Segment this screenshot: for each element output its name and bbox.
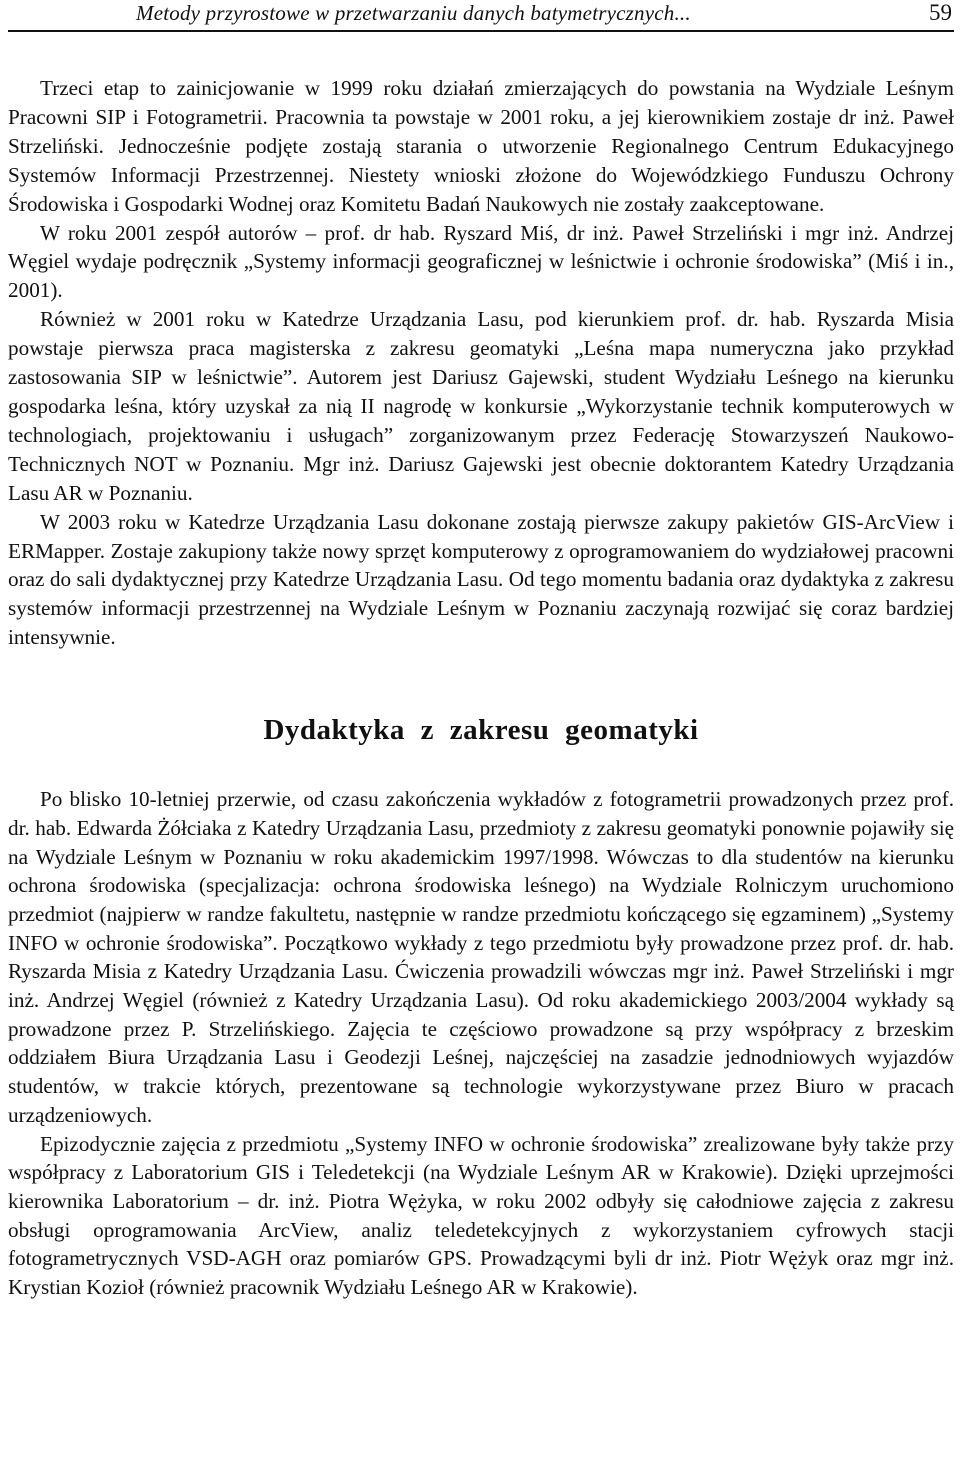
section-heading: Dydaktyka z zakresu geomatyki	[263, 714, 699, 747]
paragraph: W 2003 roku w Katedrze Urządzania Lasu dokonane zostają pierwsze zakupy pakietów GIS-ArcView i ERMapper. Zostaje zakupiony także nowy sprzęt komputerowy z oprogramowaniem do wydziałowej pracowni oraz do sali dydaktycznej przy Katedrze Urządzania Lasu. Od tego momentu badania oraz dydaktyka z zakresu systemów informacji przestrzennej na Wydziale Leśnym w Poznaniu zaczynają rozwijać się coraz bardziej intensywnie.	[8, 509, 954, 650]
paragraph: Trzeci etap to zainicjowanie w 1999 roku działań zmierzających do powstania na Wydziale Leśnym Pracowni SIP i Fotogrametrii. Pracownia ta powstaje w 2001 roku, a jej kierownikiem zostaje dr inż. Paweł Strzeliński. Jednocześnie podjęte zostają starania o utworzenie Regionalnego Centrum Edukacyjnego Systemów Informacji Przestrzennej. Niestety wnioski złożone do Wojewódzkiego Funduszu Ochrony Środowiska i Gospodarki Wodnej oraz Komitetu Badań Naukowych nie zostały zaakceptowane.	[8, 76, 954, 216]
section-history	[8, 74, 954, 652]
running-header	[8, 0, 954, 32]
paragraph: Również w 2001 roku w Katedrze Urządzania Lasu, pod kierunkiem prof. dr. hab. Ryszarda Misia powstaje pierwsza praca magisterska z zakresu geomatyki „Leśna mapa numeryczna jako przykład zastosowania SIP w leśnictwie”. Autorem jest Dariusz Gajewski, student Wydziału Leśnego na kierunku gospodarka leśna, który uzyskał za nią II nagrodę w konkursie „Wykorzystanie technik komputerowych w technologiach, projektowaniu i usługach” zorganizowanym przez Federację Stowarzyszeń Naukowo-Technicznych NOT w Poznaniu. Mgr inż. Dariusz Gajewski jest obecnie doktorantem Katedry Urządzania Lasu AR w Poznaniu.	[8, 307, 954, 505]
paragraph: Epizodycznie zajęcia z przedmiotu „Systemy INFO w ochronie środowiska” zrealizowane były także przy współpracy z Laboratorium GIS i Teledetekcji (na Wydziale Leśnym AR w Krakowie). Dzięki uprzejmości kierownika Laboratorium – dr. inż. Piotra Wężyka, w roku 2002 odbyły się całodniowe zajęcia z zakresu obsługi oprogramowania ArcView, analiz teledetekcyjnych z wykorzystaniem cyfrowych stacji fotogrametrycznych VSD-AGH oraz pomiarów GPS. Prowadzącymi byli dr inż. Piotr Wężyk oraz mgr inż. Krystian Kozioł (również pracownik Wydziału Leśnego AR w Krakowie).	[8, 1131, 954, 1300]
page-number: 59	[929, 0, 952, 25]
document-page	[8, 0, 954, 1302]
paragraph: Po blisko 10-letniej przerwie, od czasu zakończenia wykładów z fotogrametrii prowadzonych przez prof. dr. hab. Edwarda Żółciaka z Katedry Urządzania Lasu, przedmioty z zakresu geomatyki ponownie pojawiły się na Wydziale Leśnym w Poznaniu w roku akademickim 1997/1998. Wówczas to dla studentów na kierunku ochrona środowiska (specjalizacja: ochrona środowiska leśnego) na Wydziale Rolniczym uruchomiono przedmiot (najpierw w randze fakultetu, następnie w randze przedmiotu kończącego się egzaminem) „Systemy INFO w ochronie środowiska”. Początkowo wykłady z tego przedmiotu były prowadzone przez prof. dr. hab. Ryszarda Misia z Katedry Urządzania Lasu. Ćwiczenia prowadzili wówczas mgr inż. Paweł Strzeliński i mgr inż. Andrzej Węgiel (również z Katedry Urządzania Lasu). Od roku akademickiego 2003/2004 wykłady są prowadzone przez P. Strzelińskiego. Zajęcia te częściowo prowadzone są przy współpracy z brzeskim oddziałem Biura Urządzania Lasu i Geodezji Leśnej, najczęściej na zasadzie jednodniowych wyjazdów studentów, w trakcie których, prezentowane są technologie wykorzystywane przez Biuro w pracach urządzeniowych.	[8, 787, 954, 1127]
running-header-title: Metody przyrostowe w przetwarzaniu danych batymetrycznych...	[136, 1, 691, 25]
paragraph: W roku 2001 zespół autorów – prof. dr hab. Ryszard Miś, dr inż. Paweł Strzeliński i mgr inż. Andrzej Węgiel wydaje podręcznik „Systemy informacji geograficznej w leśnictwie i ochronie środowiska” (Miś i in., 2001).	[8, 220, 954, 303]
section-teaching	[8, 785, 954, 1302]
